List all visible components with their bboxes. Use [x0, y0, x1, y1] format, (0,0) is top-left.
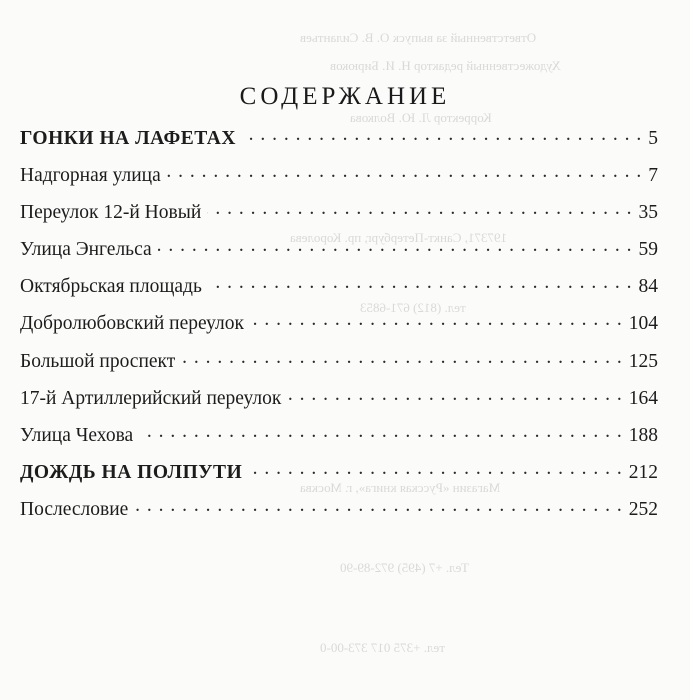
dot-leader	[208, 273, 633, 293]
toc-entry-title: Октябрьская площадь	[20, 276, 202, 298]
toc-entry-page-number: 164	[628, 387, 658, 409]
toc-entry-page-number: 5	[648, 127, 658, 149]
bleed-through-text: Художественный редактор Н. И. Бирюков	[330, 58, 561, 73]
dot-leader	[287, 384, 622, 404]
toc-entry	[20, 198, 658, 235]
toc-entry	[20, 422, 658, 459]
toc-entry-title: ГОНКИ НА ЛАФЕТАХ	[20, 127, 236, 149]
toc-entry-title: Переулок 12-й Новый	[20, 201, 202, 223]
dot-leader	[134, 496, 622, 516]
toc-entry-page-number: 35	[638, 201, 658, 223]
toc-entry-title: Послесловие	[20, 499, 129, 521]
bleed-through-text: тел. +375 017 373-00-0	[320, 640, 445, 655]
toc-entry-page-number: 59	[638, 239, 658, 261]
page-title: СОДЕРЖАНИЕ	[239, 82, 451, 110]
toc-entry	[20, 236, 658, 273]
dot-leader	[139, 422, 623, 442]
bleed-through-text: 197371, Санкт-Петербург, пр. Королева	[290, 230, 507, 245]
toc-section-entry	[20, 459, 658, 496]
toc-entry-page-number: 84	[638, 276, 658, 298]
toc-entry	[20, 496, 658, 533]
dot-leader	[248, 459, 623, 479]
toc-entry-page-number: 104	[628, 313, 658, 335]
toc-entry-title: ДОЖДЬ НА ПОЛПУТИ	[20, 462, 243, 484]
dot-leader	[181, 347, 622, 367]
dot-leader	[158, 236, 633, 256]
bleed-through-text: Магазин «Русская книга», г. Москва	[300, 480, 501, 495]
toc-entry-page-number: 188	[628, 425, 658, 446]
toc-entry	[20, 384, 658, 421]
dot-leader	[242, 124, 642, 144]
toc-entry-page-number: 252	[628, 499, 658, 521]
toc-entry-title: Улица Энгельса	[20, 239, 152, 261]
toc-entry-page-number: 7	[648, 164, 658, 186]
toc-section-entry	[20, 124, 658, 161]
toc-entry-title: 17-й Артиллерийский переулок	[20, 387, 282, 409]
bleed-through-text: тел. (812) 671-6853	[360, 300, 466, 315]
bleed-through-text: Тел. +7 (495) 972-89-90	[340, 560, 469, 575]
table-of-contents	[20, 124, 658, 533]
dot-leader	[167, 161, 642, 181]
toc-entry-title: Большой проспект	[20, 350, 176, 372]
bleed-through-text: Ответственный за выпуск О. В. Силантьев	[300, 30, 537, 45]
toc-entry-title: Добролюбовский переулок	[20, 313, 245, 335]
toc-entry	[20, 273, 658, 310]
bleed-through-text: Корректор Л. Ю. Волкова	[350, 110, 492, 125]
toc-entry	[20, 347, 658, 384]
toc-entry-page-number: 212	[628, 462, 658, 484]
toc-entry-title: Улица Чехова	[20, 425, 134, 446]
toc-entry-title: Надгорная улица	[20, 164, 161, 186]
dot-leader	[207, 198, 632, 218]
toc-entry-page-number: 125	[628, 350, 658, 372]
toc-entry	[20, 310, 658, 347]
dot-leader	[250, 310, 623, 330]
toc-entry	[20, 161, 658, 198]
